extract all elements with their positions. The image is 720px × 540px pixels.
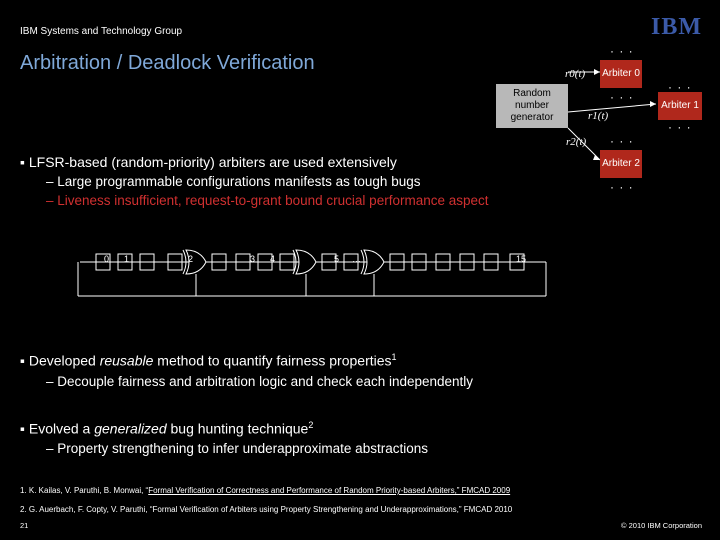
arbiter-0-in-dots: · · · xyxy=(610,44,634,58)
arbiter-2-in-dots: · · · xyxy=(610,134,634,148)
lfsr-tap-15: 15 xyxy=(516,254,527,264)
r2-label: r2(t) xyxy=(566,136,587,148)
bullet-3: ▪ Evolved a generalized bug hunting technique$^2$ xyxy=(20,420,314,437)
lfsr-ellipsis: … xyxy=(352,254,361,264)
r0-label: r0(t) xyxy=(565,68,586,80)
lfsr-tap-0: 0 xyxy=(104,254,110,264)
page-number: 21 xyxy=(20,521,29,530)
ibm-logo: IBM xyxy=(651,14,702,40)
r1-label: r1(t) xyxy=(588,110,609,122)
arbiter-0: Arbiter 0 xyxy=(600,60,642,88)
header-group: IBM Systems and Technology Group xyxy=(20,26,183,37)
lfsr-tap-2: 2 xyxy=(188,254,194,264)
arbiter-1-out-dots: · · · xyxy=(668,120,692,134)
bullet-1-text: LFSR-based (random-priority) arbiters are used extensively xyxy=(28,154,397,170)
arbiter-2-out-dots: · · · xyxy=(610,180,634,194)
bullet-2: ▪ Developed reusable method to quantify fairness properties$^1$ xyxy=(20,352,397,369)
page-title: Arbitration / Deadlock Verification xyxy=(20,52,315,74)
random-number-generator: Random number generator xyxy=(496,84,568,128)
bullet-2-sub-1: – Decouple fairness and arbitration logic and check each independently xyxy=(46,374,474,389)
reference-1-link[interactable]: Formal Verification of Correctness and Performance of Random Priority-based Arbiters,” FMCAD 2009 xyxy=(148,486,511,495)
reference-1: 1. K. Kailas, V. Paruthi, B. Monwai, “Formal Verification of Correctness and Performance of Random Priority-based Arbiters,” FMCAD 2009 xyxy=(20,486,511,495)
lfsr-tap-3: 3 xyxy=(250,254,256,264)
arbiter-0-out-dots: · · · xyxy=(610,90,634,104)
arbiter-2: Arbiter 2 xyxy=(600,150,642,178)
arbiter-1: Arbiter 1 xyxy=(658,92,702,120)
bullet-1-sub-2: – Liveness insufficient, request-to-grant bound crucial performance aspect xyxy=(46,193,489,208)
lfsr-tap-4: 4 xyxy=(270,254,276,264)
copyright: © 2010 IBM Corporation xyxy=(621,521,702,530)
reference-2: 2. G. Auerbach, F. Copty, V. Paruthi, “Formal Verification of Arbiters using Property Strengthening and Underapproximations,” FMCAD 2010 xyxy=(20,505,513,514)
bullet-1-sub-1: – Large programmable configurations manifests as tough bugs xyxy=(46,174,421,189)
bullet-1: ▪ LFSR-based (random-priority) arbiters are used extensively xyxy=(20,154,397,170)
lfsr-tap-1: 1 xyxy=(124,254,130,264)
bullet-3-sub-1: – Property strengthening to infer underapproximate abstractions xyxy=(46,441,428,456)
arbiter-1-in-dots: · · · xyxy=(668,80,692,94)
lfsr-tap-5: 5 xyxy=(334,254,340,264)
